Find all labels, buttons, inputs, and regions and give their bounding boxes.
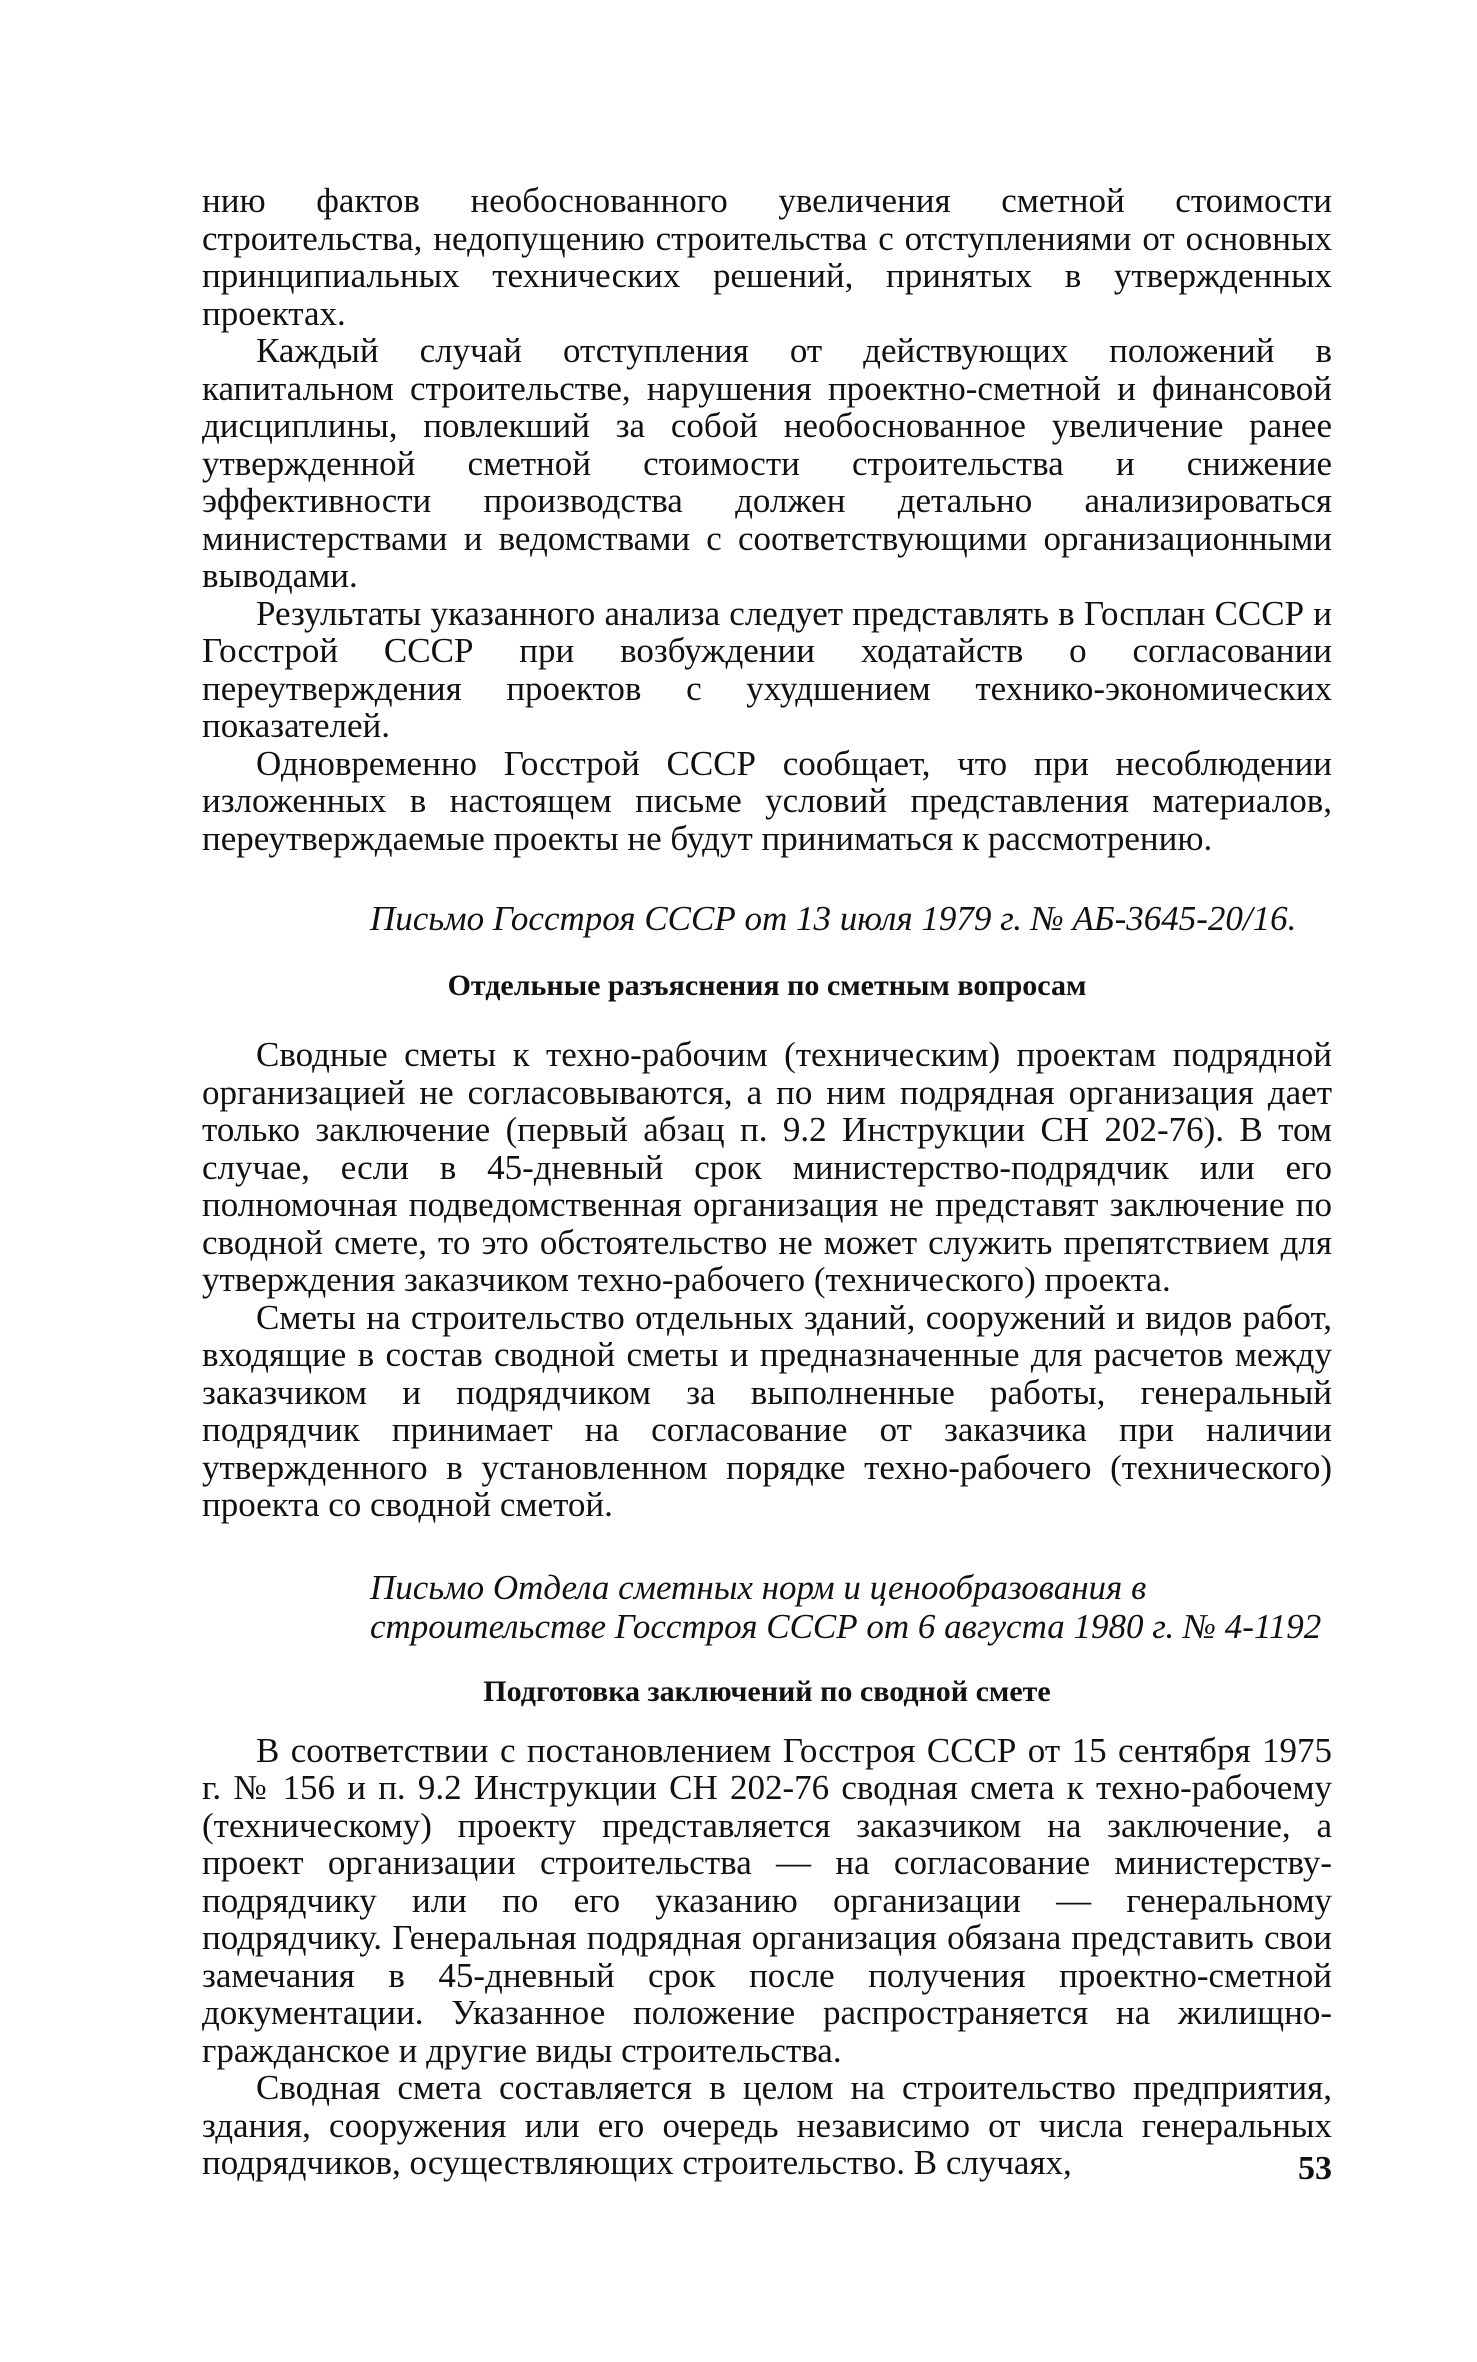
paragraph-gosstroy-notice: Одновременно Госстрой СССР сообщает, что при несоблюдении изложенных в настоящем письме условий представления материалов, переутверждаемые проекты не будут приниматься к рассмотрению. xyxy=(202,743,1332,858)
paragraph-summary-estimates: Сводные сметы к техно-рабочим (техническим) проектам подрядной организацией не согласовываются, а по ним подрядная организация дает только заключение (первый абзац п. 9.2 Инструкции СН 202-76). В том случае, если в 45-дневный срок министерство-подрядчик или его полномочная подведомственная организация не представят заключение по сводной смете, то это обстоятельство не может служить препятствием для утверждения заказчиком техно-рабочего (технического) проекта. xyxy=(202,1035,1332,1299)
document-page xyxy=(202,182,1332,2182)
section-heading-conclusions-preparation: Подготовка заключений по сводной смете xyxy=(483,1674,1051,1708)
paragraph-deviation-analysis: Каждый случай отступления от действующих положений в капитальном строительстве, нарушения проектно-сметной и финансовой дисциплины, повлекший за собой необоснованное увеличение ранее утвержденной сметной стоимости строительства и снижение эффективности производства должен детально анализироваться министерствами и ведомствами с соответствующими организационными выводами. xyxy=(202,331,1332,595)
citation-letter-1979: Письмо Госстроя СССР от 13 июля 1979 г. № АБ-3645-20/16. xyxy=(370,899,1297,938)
paragraph-continuation: нию фактов необоснованного увеличения сметной стоимости строительства, недопущению строительства с отступлениями от основных принципиальных технических решений, принятых в утвержденных проектах. xyxy=(202,181,1332,333)
paragraph-summary-estimate-scope: Сводная смета составляется в целом на строительство предприятия, здания, сооружения или его очередь независимо от числа генеральных подрядчиков, осуществляющих строительство. В случаях, xyxy=(202,2068,1332,2182)
paragraph-analysis-results: Результаты указанного анализа следует представлять в Госплан СССР и Госстрой СССР при возбуждении ходатайств о согласовании переутверждения проектов с ухудшением технико-экономических показателей. xyxy=(202,593,1332,745)
paragraph-resolution-156: В соответствии с постановлением Госстроя СССР от 15 сентября 1975 г. № 156 и п. 9.2 Инструкции СН 202-76 сводная смета к техно-рабочему (техническому) проекту представляется заказчиком на заключение, а проект организации строительства — на согласование министерству-подрядчику или по его указанию организации — генеральному подрядчику. Генеральная подрядная организация обязана представить свои замечания в 45-дневный срок после получения проектно-сметной документации. Указанное положение распространяется на жилищно-гражданское и другие виды строительства. xyxy=(202,1730,1332,2070)
paragraph-separate-estimates: Сметы на строительство отдельных зданий, сооружений и видов работ, входящие в состав сводной сметы и предназначенные для расчетов между заказчиком и подрядчиком за выполненные работы, генеральный подрядчик принимает на согласование от заказчика при наличии утвержденного в установленном порядке техно-рабочего (технического) проекта со сводной сметой. xyxy=(202,1297,1332,1524)
section-heading-estimate-clarifications: Отдельные разъяснения по сметным вопросам xyxy=(447,969,1087,1002)
citation-letter-1980: Письмо Отдела сметных норм и ценообразования в строительстве Госстроя СССР от 6 августа 1980 г. № 4-1192 xyxy=(370,1567,1322,1646)
page-number: 53 xyxy=(1298,2150,1332,2187)
